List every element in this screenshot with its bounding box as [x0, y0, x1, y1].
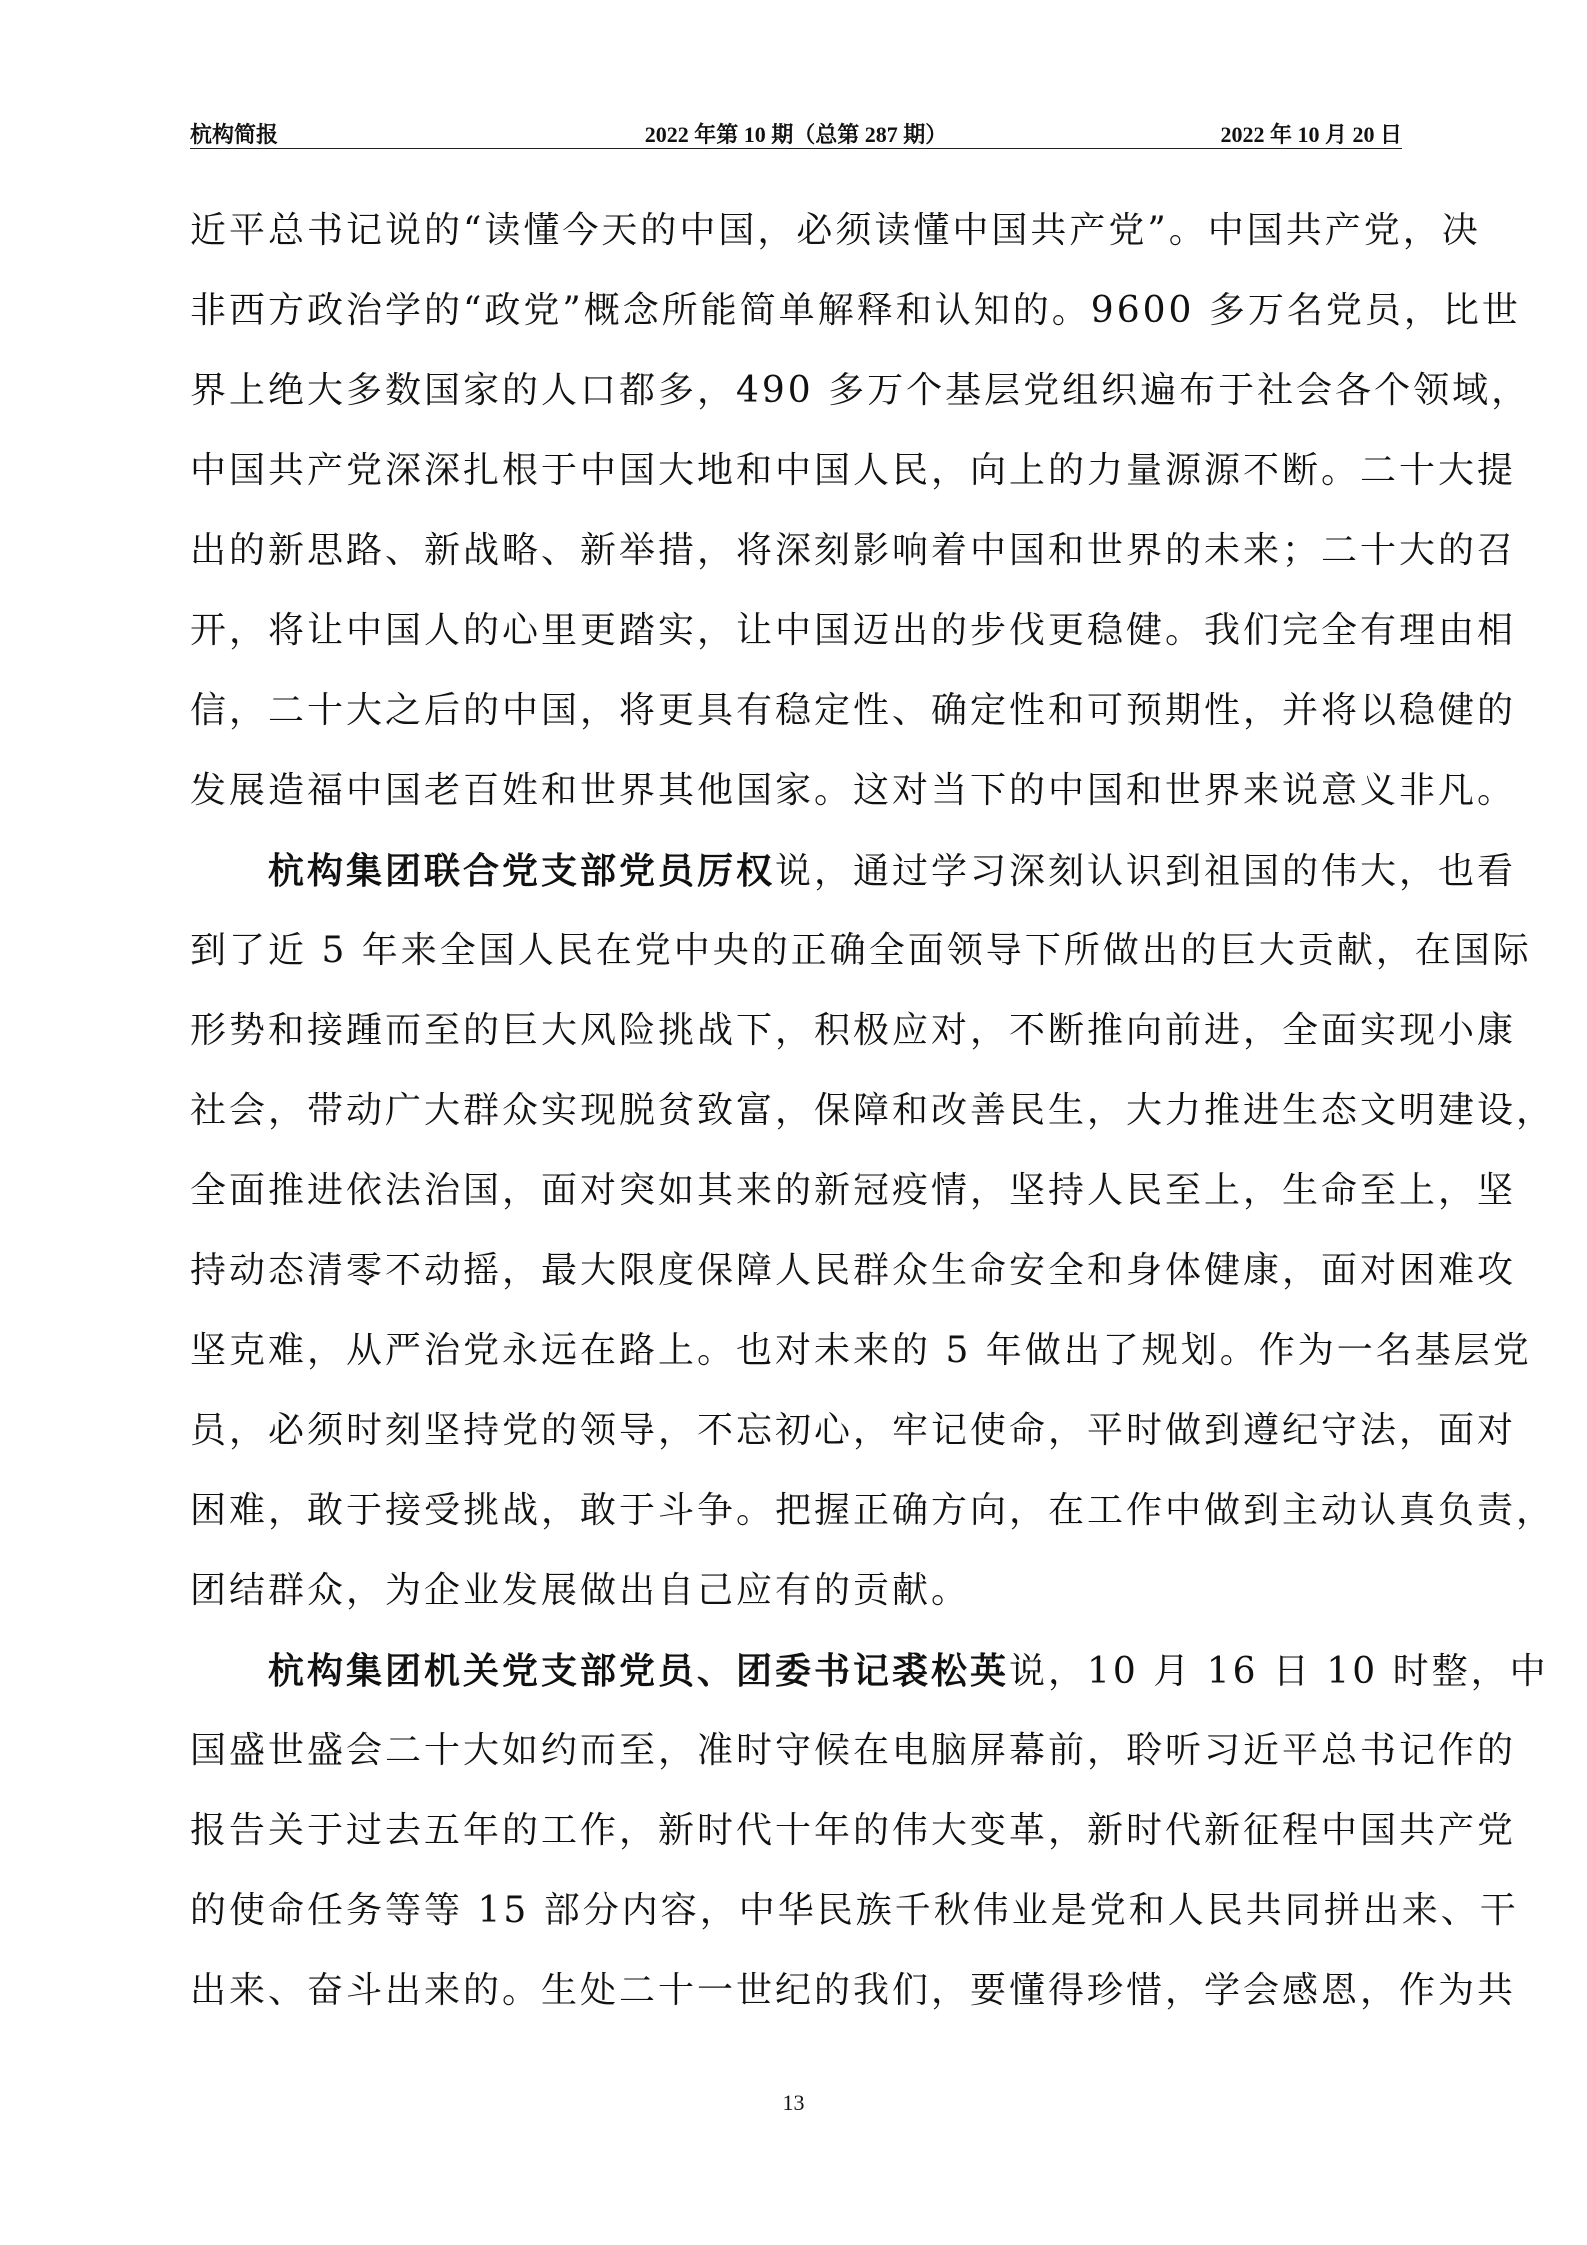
header-divider	[190, 148, 1402, 149]
speaker-name: 杭构集团联合党支部党员厉权	[268, 850, 776, 892]
text-line: 形势和接踵而至的巨大风险挑战下，积极应对，不断推向前进，全面实现小康	[190, 1010, 1517, 1051]
text-line: 出来、奋斗出来的。生处二十一世纪的我们，要懂得珍惜，学会感恩，作为共	[190, 1970, 1517, 2011]
text-line: 报告关于过去五年的工作，新时代十年的伟大变革，新时代新征程中国共产党	[190, 1810, 1517, 1851]
text-line: 非西方政治学的“政党”概念所能简单解释和认知的。9600 多万名党员，比世	[190, 290, 1521, 331]
issue-number: 2022 年第 10 期（总第 287 期）	[644, 122, 948, 147]
text-line: 信，二十大之后的中国，将更具有稳定性、确定性和可预期性，并将以稳健的	[190, 690, 1517, 731]
text-span: 说，通过学习深刻认识到祖国的伟大，也看	[775, 851, 1517, 892]
article-body	[190, 191, 1556, 2031]
page-header	[190, 110, 1402, 150]
text-line: 界上绝大多数国家的人口都多，490 多万个基层党组织遍布于社会各个领域，	[190, 370, 1531, 411]
text-line: 坚克难，从严治党永远在路上。也对未来的 5 年做出了规划。作为一名基层党	[190, 1330, 1532, 1371]
publication-name: 杭构简报	[190, 122, 279, 147]
text-line: 开，将让中国人的心里更踏实，让中国迈出的步伐更稳健。我们完全有理由相	[190, 610, 1517, 651]
text-line: 国盛世盛会二十大如约而至，准时守候在电脑屏幕前，聆听习近平总书记作的	[190, 1730, 1517, 1771]
paragraph-1	[190, 191, 1531, 831]
text-line	[190, 1631, 1549, 1711]
speaker-name: 杭构集团机关党支部党员、团委书记裘松英	[268, 1650, 1010, 1692]
text-line	[190, 831, 1517, 911]
text-line: 到了近 5 年来全国人民在党中央的正确全面领导下所做出的巨大贡献，在国际	[190, 930, 1532, 971]
text-line: 发展造福中国老百姓和世界其他国家。这对当下的中国和世界来说意义非凡。	[190, 770, 1517, 811]
page-number: 13	[782, 2090, 805, 2115]
text-line: 出的新思路、新战略、新举措，将深刻影响着中国和世界的未来；二十大的召	[190, 530, 1517, 571]
paragraph-2	[190, 831, 1556, 1631]
text-line: 持动态清零不动摇，最大限度保障人民群众生命安全和身体健康，面对困难攻	[190, 1250, 1517, 1291]
text-line: 团结群众，为企业发展做出自己应有的贡献。	[190, 1570, 971, 1611]
text-line: 全面推进依法治国，面对突如其来的新冠疫情，坚持人民至上，生命至上，坚	[190, 1170, 1517, 1211]
text-line: 困难，敢于接受挑战，敢于斗争。把握正确方向，在工作中做到主动认真负责，	[190, 1490, 1556, 1531]
paragraph-3	[190, 1631, 1549, 2031]
text-span: 说，10 月 16 日 10 时整，中	[1009, 1651, 1549, 1692]
issue-date: 2022 年 10 月 20 日	[1220, 122, 1402, 147]
text-line: 的使命任务等等 15 部分内容，中华民族千秋伟业是党和人民共同拼出来、干	[190, 1890, 1519, 1931]
text-line: 近平总书记说的“读懂今天的中国，必须读懂中国共产党”。中国共产党，决	[190, 210, 1481, 251]
text-line: 社会，带动广大群众实现脱贫致富，保障和改善民生，大力推进生态文明建设，	[190, 1090, 1556, 1131]
text-line: 员，必须时刻坚持党的领导，不忘初心，牢记使命，平时做到遵纪守法，面对	[190, 1410, 1517, 1451]
text-line: 中国共产党深深扎根于中国大地和中国人民，向上的力量源源不断。二十大提	[190, 450, 1517, 491]
